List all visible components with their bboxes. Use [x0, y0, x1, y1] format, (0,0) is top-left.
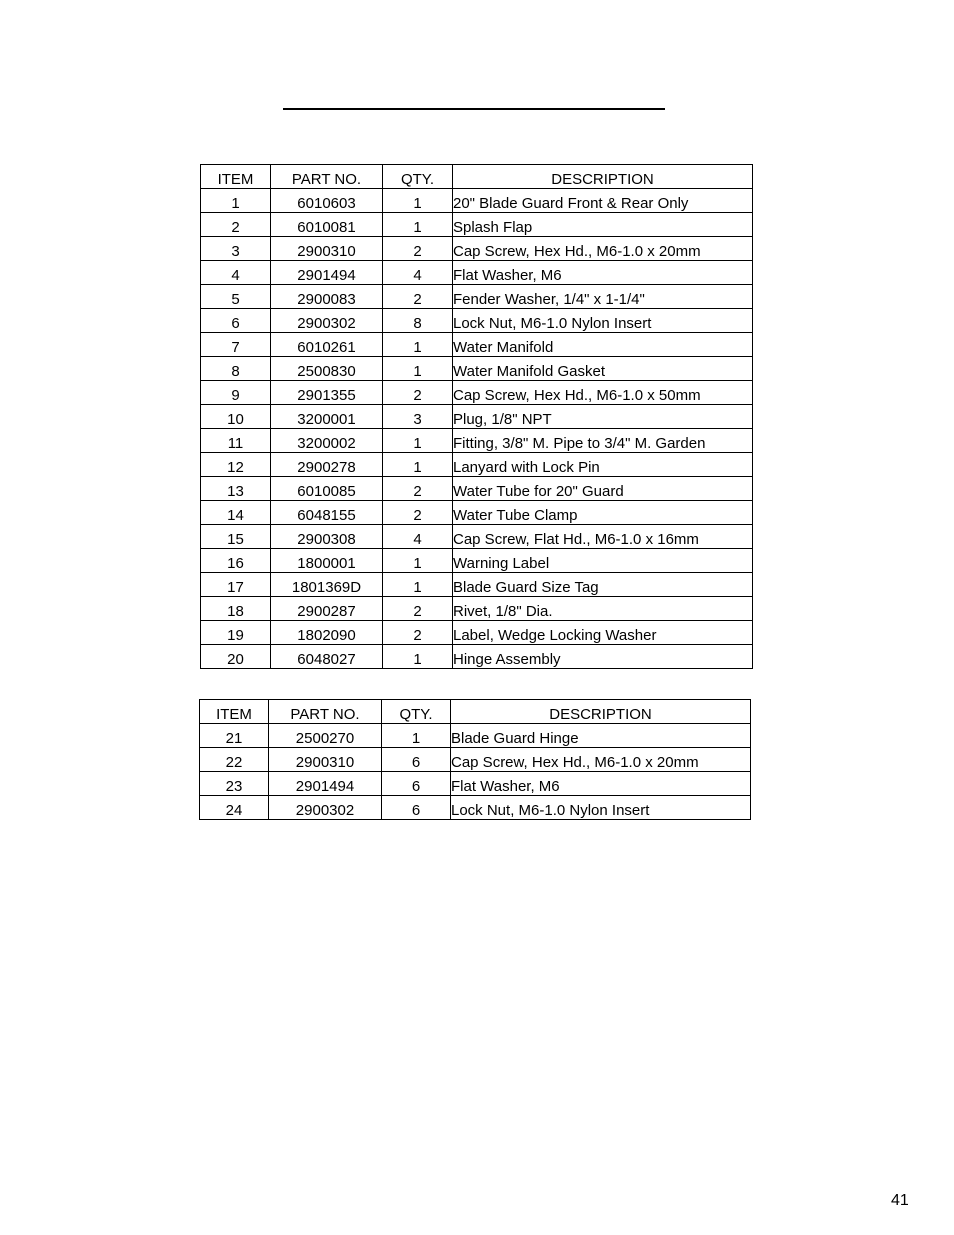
description-cell: Water Tube Clamp — [453, 501, 753, 525]
header-qty: QTY. — [383, 165, 453, 189]
table-row — [201, 405, 753, 429]
description-cell: Plug, 1/8" NPT — [453, 405, 753, 429]
item-cell: 18 — [201, 597, 271, 621]
part-no-cell: 1801369D — [271, 573, 383, 597]
item-cell: 16 — [201, 549, 271, 573]
description-cell: Water Manifold Gasket — [453, 357, 753, 381]
table-row — [201, 285, 753, 309]
part-no-cell: 2900083 — [271, 285, 383, 309]
description-cell: Blade Guard Hinge — [451, 724, 751, 748]
table-row — [201, 501, 753, 525]
qty-cell: 2 — [383, 597, 453, 621]
part-no-cell: 2900302 — [271, 309, 383, 333]
qty-cell: 1 — [383, 357, 453, 381]
part-no-cell: 1802090 — [271, 621, 383, 645]
qty-cell: 2 — [383, 501, 453, 525]
qty-cell: 1 — [382, 724, 451, 748]
header-description: DESCRIPTION — [453, 165, 753, 189]
item-cell: 23 — [200, 772, 269, 796]
qty-cell: 6 — [382, 772, 451, 796]
item-cell: 3 — [201, 237, 271, 261]
qty-cell: 2 — [383, 237, 453, 261]
part-no-cell: 6048027 — [271, 645, 383, 669]
item-cell: 14 — [201, 501, 271, 525]
description-cell: Cap Screw, Hex Hd., M6-1.0 x 50mm — [453, 381, 753, 405]
part-no-cell: 6048155 — [271, 501, 383, 525]
item-cell: 1 — [201, 189, 271, 213]
parts-table-main-body — [201, 189, 753, 669]
qty-cell: 2 — [383, 477, 453, 501]
qty-cell: 1 — [383, 453, 453, 477]
item-cell: 10 — [201, 405, 271, 429]
item-cell: 13 — [201, 477, 271, 501]
table-row — [201, 549, 753, 573]
part-no-cell: 2900310 — [269, 748, 382, 772]
description-cell: Lock Nut, M6-1.0 Nylon Insert — [451, 796, 751, 820]
description-cell: Rivet, 1/8" Dia. — [453, 597, 753, 621]
header-part-no: PART NO. — [269, 700, 382, 724]
parts-table-main — [200, 164, 753, 669]
table-row — [201, 525, 753, 549]
header-part-no: PART NO. — [271, 165, 383, 189]
table-row — [200, 724, 751, 748]
qty-cell: 4 — [383, 525, 453, 549]
item-cell: 20 — [201, 645, 271, 669]
table-row — [200, 772, 751, 796]
description-cell: Cap Screw, Flat Hd., M6-1.0 x 16mm — [453, 525, 753, 549]
description-cell: Lanyard with Lock Pin — [453, 453, 753, 477]
part-no-cell: 6010081 — [271, 213, 383, 237]
part-no-cell: 1800001 — [271, 549, 383, 573]
part-no-cell: 6010085 — [271, 477, 383, 501]
table-row — [201, 261, 753, 285]
item-cell: 8 — [201, 357, 271, 381]
description-cell: Blade Guard Size Tag — [453, 573, 753, 597]
qty-cell: 1 — [383, 333, 453, 357]
description-cell: Fender Washer, 1/4" x 1-1/4" — [453, 285, 753, 309]
table-row — [200, 748, 751, 772]
item-cell: 19 — [201, 621, 271, 645]
description-cell: 20" Blade Guard Front & Rear Only — [453, 189, 753, 213]
qty-cell: 1 — [383, 573, 453, 597]
item-cell: 21 — [200, 724, 269, 748]
header-item: ITEM — [200, 700, 269, 724]
header-description: DESCRIPTION — [451, 700, 751, 724]
table-row — [201, 453, 753, 477]
item-cell: 9 — [201, 381, 271, 405]
parts-table-hinge-body — [200, 724, 751, 820]
item-cell: 17 — [201, 573, 271, 597]
parts-table-hinge — [199, 699, 751, 820]
part-no-cell: 2901494 — [271, 261, 383, 285]
table-row — [201, 621, 753, 645]
table-row — [200, 796, 751, 820]
table-row — [201, 357, 753, 381]
description-cell: Flat Washer, M6 — [453, 261, 753, 285]
page-number: 41 — [891, 1192, 909, 1209]
part-no-cell: 2900308 — [271, 525, 383, 549]
table-row — [201, 645, 753, 669]
table-header-row — [201, 165, 753, 189]
description-cell: Cap Screw, Hex Hd., M6-1.0 x 20mm — [453, 237, 753, 261]
header-qty: QTY. — [382, 700, 451, 724]
title-rule — [283, 108, 665, 110]
qty-cell: 2 — [383, 621, 453, 645]
item-cell: 4 — [201, 261, 271, 285]
description-cell: Fitting, 3/8" M. Pipe to 3/4" M. Garden — [453, 429, 753, 453]
part-no-cell: 2900302 — [269, 796, 382, 820]
table-row — [201, 237, 753, 261]
part-no-cell: 2500830 — [271, 357, 383, 381]
header-item: ITEM — [201, 165, 271, 189]
qty-cell: 6 — [382, 748, 451, 772]
qty-cell: 6 — [382, 796, 451, 820]
table-header-row — [200, 700, 751, 724]
part-no-cell: 2900310 — [271, 237, 383, 261]
part-no-cell: 3200002 — [271, 429, 383, 453]
qty-cell: 8 — [383, 309, 453, 333]
item-cell: 15 — [201, 525, 271, 549]
item-cell: 24 — [200, 796, 269, 820]
item-cell: 7 — [201, 333, 271, 357]
description-cell: Label, Wedge Locking Washer — [453, 621, 753, 645]
part-no-cell: 2900278 — [271, 453, 383, 477]
qty-cell: 2 — [383, 285, 453, 309]
description-cell: Water Tube for 20" Guard — [453, 477, 753, 501]
qty-cell: 1 — [383, 549, 453, 573]
description-cell: Flat Washer, M6 — [451, 772, 751, 796]
table-row — [201, 381, 753, 405]
table-row — [201, 189, 753, 213]
table-row — [201, 213, 753, 237]
description-cell: Hinge Assembly — [453, 645, 753, 669]
table-row — [201, 429, 753, 453]
qty-cell: 4 — [383, 261, 453, 285]
part-no-cell: 2500270 — [269, 724, 382, 748]
table-row — [201, 477, 753, 501]
item-cell: 2 — [201, 213, 271, 237]
table-row — [201, 597, 753, 621]
description-cell: Cap Screw, Hex Hd., M6-1.0 x 20mm — [451, 748, 751, 772]
item-cell: 6 — [201, 309, 271, 333]
part-no-cell: 2901494 — [269, 772, 382, 796]
item-cell: 5 — [201, 285, 271, 309]
table-row — [201, 333, 753, 357]
item-cell: 11 — [201, 429, 271, 453]
part-no-cell: 3200001 — [271, 405, 383, 429]
qty-cell: 1 — [383, 429, 453, 453]
table-row — [201, 309, 753, 333]
qty-cell: 1 — [383, 213, 453, 237]
qty-cell: 3 — [383, 405, 453, 429]
description-cell: Water Manifold — [453, 333, 753, 357]
description-cell: Warning Label — [453, 549, 753, 573]
qty-cell: 1 — [383, 189, 453, 213]
table-row — [201, 573, 753, 597]
description-cell: Lock Nut, M6-1.0 Nylon Insert — [453, 309, 753, 333]
part-no-cell: 2901355 — [271, 381, 383, 405]
part-no-cell: 6010261 — [271, 333, 383, 357]
item-cell: 22 — [200, 748, 269, 772]
description-cell: Splash Flap — [453, 213, 753, 237]
qty-cell: 1 — [383, 645, 453, 669]
item-cell: 12 — [201, 453, 271, 477]
part-no-cell: 2900287 — [271, 597, 383, 621]
part-no-cell: 6010603 — [271, 189, 383, 213]
qty-cell: 2 — [383, 381, 453, 405]
